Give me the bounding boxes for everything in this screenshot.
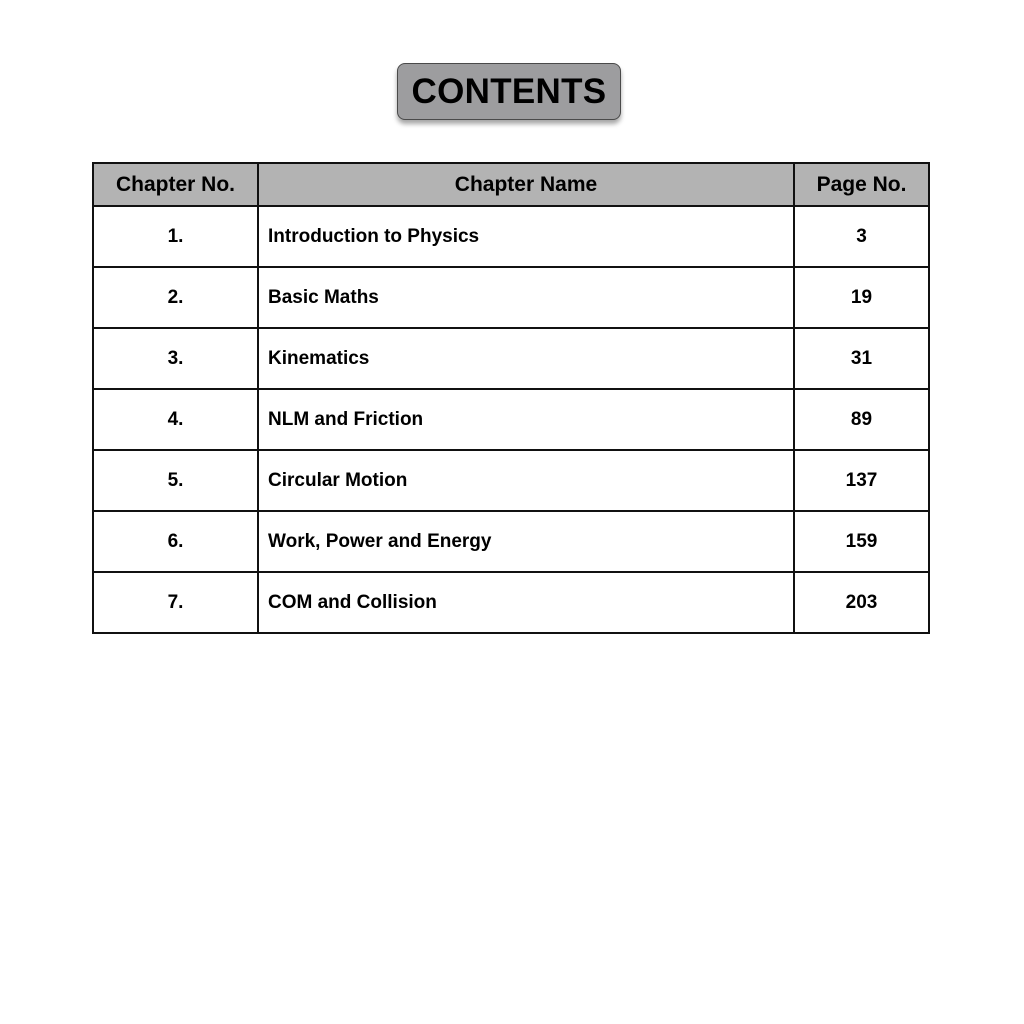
contents-table	[92, 162, 930, 634]
chapter-name: Circular Motion	[258, 450, 794, 511]
table-row	[93, 389, 929, 450]
chapter-name: Work, Power and Energy	[258, 511, 794, 572]
chapter-number: 3.	[93, 328, 258, 389]
page-number: 137	[794, 450, 929, 511]
chapter-name: NLM and Friction	[258, 389, 794, 450]
chapter-name: COM and Collision	[258, 572, 794, 633]
page-number: 159	[794, 511, 929, 572]
chapter-name: Introduction to Physics	[258, 206, 794, 267]
chapter-number: 6.	[93, 511, 258, 572]
table-row	[93, 450, 929, 511]
table-header-row	[93, 163, 929, 206]
page-number: 31	[794, 328, 929, 389]
page-number: 203	[794, 572, 929, 633]
chapter-number: 7.	[93, 572, 258, 633]
chapter-name: Basic Maths	[258, 267, 794, 328]
header-page-no: Page No.	[794, 163, 929, 206]
table-row	[93, 511, 929, 572]
page-number: 3	[794, 206, 929, 267]
page-title: CONTENTS	[397, 63, 621, 120]
header-chapter-no: Chapter No.	[93, 163, 258, 206]
table-row	[93, 267, 929, 328]
chapter-number: 2.	[93, 267, 258, 328]
table-row	[93, 206, 929, 267]
page-number: 89	[794, 389, 929, 450]
chapter-number: 1.	[93, 206, 258, 267]
table-row	[93, 572, 929, 633]
header-chapter-name: Chapter Name	[258, 163, 794, 206]
chapter-name: Kinematics	[258, 328, 794, 389]
chapter-number: 5.	[93, 450, 258, 511]
table-row	[93, 328, 929, 389]
chapter-number: 4.	[93, 389, 258, 450]
page-number: 19	[794, 267, 929, 328]
